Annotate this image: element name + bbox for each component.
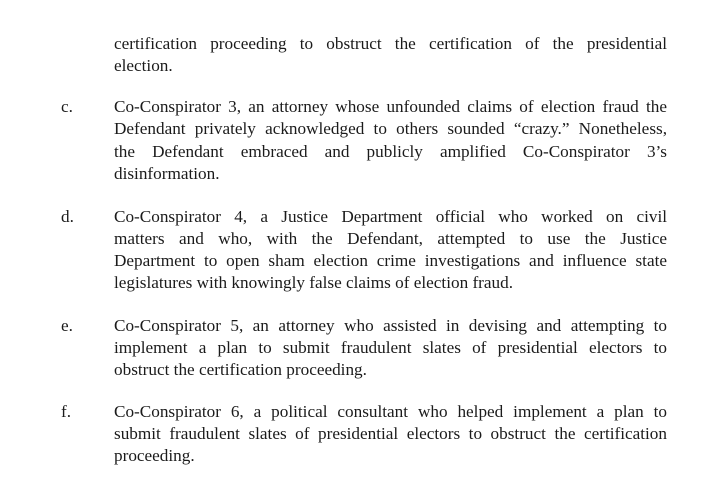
- item-d-line: legislatures with knowingly false claims of election fraud.: [114, 273, 514, 292]
- item-e-line: Co-Conspirator 5, an attorney who assisted in devising and attempting to: [114, 316, 667, 335]
- item-f-line: Co-Conspirator 6, a political consultant who helped implement a plan to: [114, 402, 667, 421]
- item-c-line: disinformation.: [114, 164, 220, 183]
- item-f-line: proceeding.: [114, 446, 195, 465]
- item-d-line: Department to open sham election crime investigations and influence state: [114, 251, 667, 270]
- item-c-line: Co-Conspirator 3, an attorney whose unfounded claims of election fraud the: [114, 97, 667, 116]
- item-e-line: implement a plan to submit fraudulent slates of presidential electors to: [114, 338, 667, 357]
- item-marker-c: c.: [61, 97, 73, 116]
- item-marker-d: d.: [61, 207, 74, 226]
- item-marker-e: e.: [61, 316, 73, 335]
- item-c-line: Defendant privately acknowledged to others sounded “crazy.” Nonetheless,: [114, 119, 667, 138]
- item-e-line: obstruct the certification proceeding.: [114, 360, 367, 379]
- continuation-line: certification proceeding to obstruct the certification of the presidential: [114, 34, 667, 53]
- item-c-line: the Defendant embraced and publicly amplified Co-Conspirator 3’s: [114, 142, 667, 161]
- item-d-line: matters and who, with the Defendant, attempted to use the Justice: [114, 229, 667, 248]
- item-marker-f: f.: [61, 402, 72, 421]
- item-f-line: submit fraudulent slates of presidential electors to obstruct the certification: [114, 424, 667, 443]
- continuation-line: election.: [114, 56, 173, 75]
- item-d-line: Co-Conspirator 4, a Justice Department official who worked on civil: [114, 207, 667, 226]
